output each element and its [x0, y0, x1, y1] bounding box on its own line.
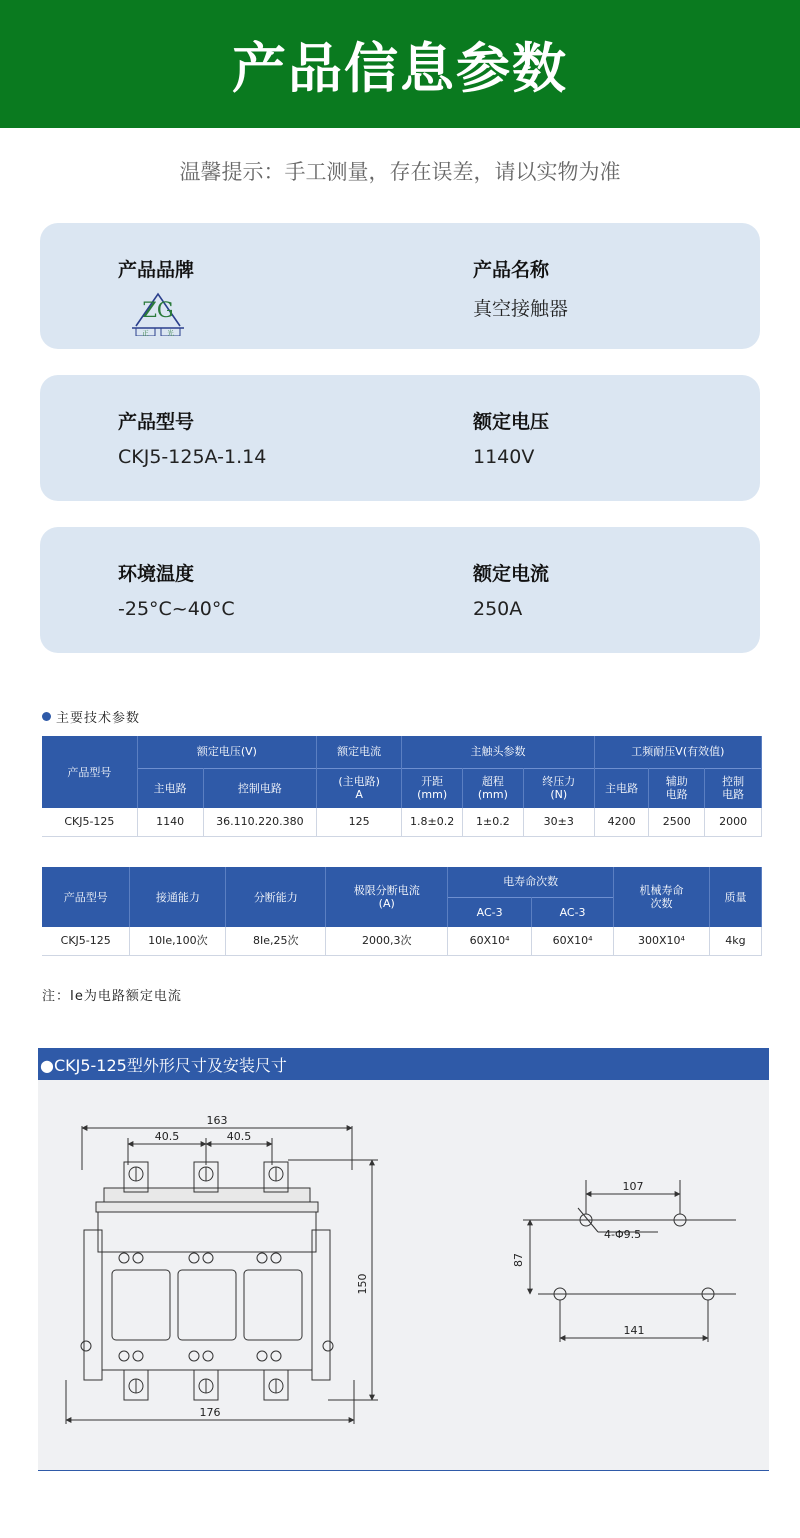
table-row — [42, 808, 762, 836]
col-rated-voltage: 额定电压(V) — [137, 736, 316, 768]
cell-overtravel: 1±0.2 — [463, 808, 524, 836]
dimensions-heading — [38, 1048, 769, 1080]
cell-model: CKJ5-125 — [42, 808, 137, 836]
table-header-row — [42, 867, 762, 897]
sub-overtravel-l1: 超程 — [481, 775, 504, 789]
cell-force: 30±3 — [523, 808, 594, 836]
page-title: 产品信息参数 — [232, 36, 568, 100]
cell-ac3-a: 60X10⁴ — [448, 927, 532, 955]
dim-height: 150 — [356, 1273, 369, 1295]
col-electrical-life: 电寿命次数 — [448, 867, 614, 897]
brand-logo-icon — [118, 290, 198, 336]
cell-current: 125 — [317, 808, 402, 836]
sub-opening-l1: 开距 — [421, 775, 444, 789]
dimension-drawing-area — [38, 1080, 769, 1470]
name-value: 真空接触器 — [473, 298, 569, 320]
cell-main-voltage: 1140 — [137, 808, 203, 836]
dim-mount-y: 87 — [512, 1253, 525, 1267]
cell-limit: 2000,3次 — [326, 927, 448, 955]
temperature-label: 环境温度 — [118, 563, 195, 585]
sub-aux-l1: 辅助 — [665, 775, 688, 789]
dim-pitch-b: 40.5 — [226, 1130, 252, 1143]
voltage-field — [473, 407, 549, 468]
cell-opening: 1.8±0.2 — [402, 808, 463, 836]
dim-pitch-a: 40.5 — [154, 1130, 180, 1143]
sub-force-l1: 终压力 — [542, 775, 576, 789]
logo-letters: ZG — [142, 298, 174, 322]
col-mechanical-life — [614, 867, 710, 927]
sub-ctrl-l2: 电路 — [722, 788, 745, 802]
table-header-row — [42, 736, 762, 768]
mech-l2: 次数 — [650, 897, 673, 910]
sub-opening — [402, 768, 463, 808]
sub-withstand-main: 主电路 — [594, 768, 649, 808]
sub-ac3-a: AC-3 — [448, 897, 532, 927]
col-breaking-capacity: 分断能力 — [226, 867, 326, 927]
current-field — [473, 559, 549, 620]
table-row — [42, 927, 762, 955]
sub-current-l1: (主电路) — [338, 775, 380, 789]
cell-mechanical: 300X10⁴ — [614, 927, 710, 955]
info-card-environment — [40, 527, 760, 653]
voltage-value: 1140V — [473, 446, 535, 468]
table-subheader-row — [42, 768, 762, 808]
cell-mass: 4kg — [709, 927, 761, 955]
dim-total-width: 163 — [206, 1114, 228, 1127]
sub-withstand-ctrl — [705, 768, 762, 808]
current-value: 250A — [473, 598, 523, 620]
logo-right-char: 光 — [167, 329, 174, 336]
brand-label: 产品品牌 — [118, 259, 195, 281]
sub-aux-l2: 电路 — [665, 788, 688, 802]
sub-final-force — [523, 768, 594, 808]
col-model: 产品型号 — [42, 736, 137, 808]
name-field — [473, 255, 568, 321]
sub-overtravel — [463, 768, 524, 808]
tech-params-heading — [42, 707, 140, 726]
sub-withstand-aux — [649, 768, 705, 808]
info-card-model — [40, 375, 760, 501]
name-label: 产品名称 — [473, 259, 550, 281]
cell-making: 10Ie,100次 — [130, 927, 226, 955]
cell-withstand-main: 4200 — [594, 808, 649, 836]
sub-current-l2: A — [355, 788, 363, 802]
sub-current — [317, 768, 402, 808]
footnote: 注：Ie为电路额定电流 — [42, 989, 182, 1004]
cell-control-voltage: 36.110.220.380 — [203, 808, 316, 836]
current-label: 额定电流 — [473, 563, 550, 585]
model-field — [118, 407, 266, 468]
brand-field — [118, 255, 198, 340]
sub-ctrl-l1: 控制 — [722, 775, 745, 789]
mech-l1: 机械寿命 — [639, 884, 684, 897]
col-making-capacity: 接通能力 — [130, 867, 226, 927]
col-withstand-voltage: 工频耐压V(有效值) — [594, 736, 761, 768]
logo-left-char: 正 — [142, 329, 149, 336]
temperature-value: -25°C~40°C — [118, 598, 235, 620]
dimension-drawing — [38, 1080, 769, 1470]
sub-opening-l2: (mm) — [417, 788, 448, 802]
sub-ac3-b: AC-3 — [532, 897, 614, 927]
dim-hole-spec: 4-Φ9.5 — [604, 1228, 642, 1241]
temperature-field — [118, 559, 235, 620]
sub-main-circuit: 主电路 — [137, 768, 203, 808]
col-main-contact: 主触头参数 — [402, 736, 595, 768]
dim-base-width: 176 — [199, 1406, 221, 1419]
tech-params-title: 主要技术参数 — [56, 711, 141, 726]
header-banner — [0, 0, 800, 128]
tech-params-table — [42, 736, 762, 837]
sub-force-l2: (N) — [550, 788, 568, 802]
col-model: 产品型号 — [42, 867, 130, 927]
limit-l2: (A) — [378, 897, 395, 910]
dimensions-title: ●CKJ5-125型外形尺寸及安装尺寸 — [40, 1055, 287, 1075]
dim-mount-x-top: 107 — [622, 1180, 644, 1193]
info-card-brand — [40, 223, 760, 349]
cell-breaking: 8Ie,25次 — [226, 927, 326, 955]
model-label: 产品型号 — [118, 411, 195, 433]
dim-mount-x-bottom: 141 — [623, 1324, 645, 1337]
sub-overtravel-l2: (mm) — [477, 788, 508, 802]
limit-l1: 极限分断电流 — [353, 884, 420, 897]
col-mass: 质量 — [709, 867, 761, 927]
bottom-divider — [38, 1470, 769, 1471]
voltage-label: 额定电压 — [473, 411, 550, 433]
cell-ac3-b: 60X10⁴ — [532, 927, 614, 955]
cell-withstand-ctrl: 2000 — [705, 808, 762, 836]
col-rated-current: 额定电流 — [317, 736, 402, 768]
sub-control-circuit: 控制电路 — [203, 768, 316, 808]
cell-withstand-aux: 2500 — [649, 808, 705, 836]
measurement-tip: 温馨提示：手工测量，存在误差，请以实物为准 — [179, 160, 621, 184]
col-limit-breaking — [326, 867, 448, 927]
cell-model: CKJ5-125 — [42, 927, 130, 955]
model-value: CKJ5-125A-1.14 — [118, 446, 267, 468]
bullet-icon — [42, 712, 51, 721]
life-params-table — [42, 867, 762, 956]
